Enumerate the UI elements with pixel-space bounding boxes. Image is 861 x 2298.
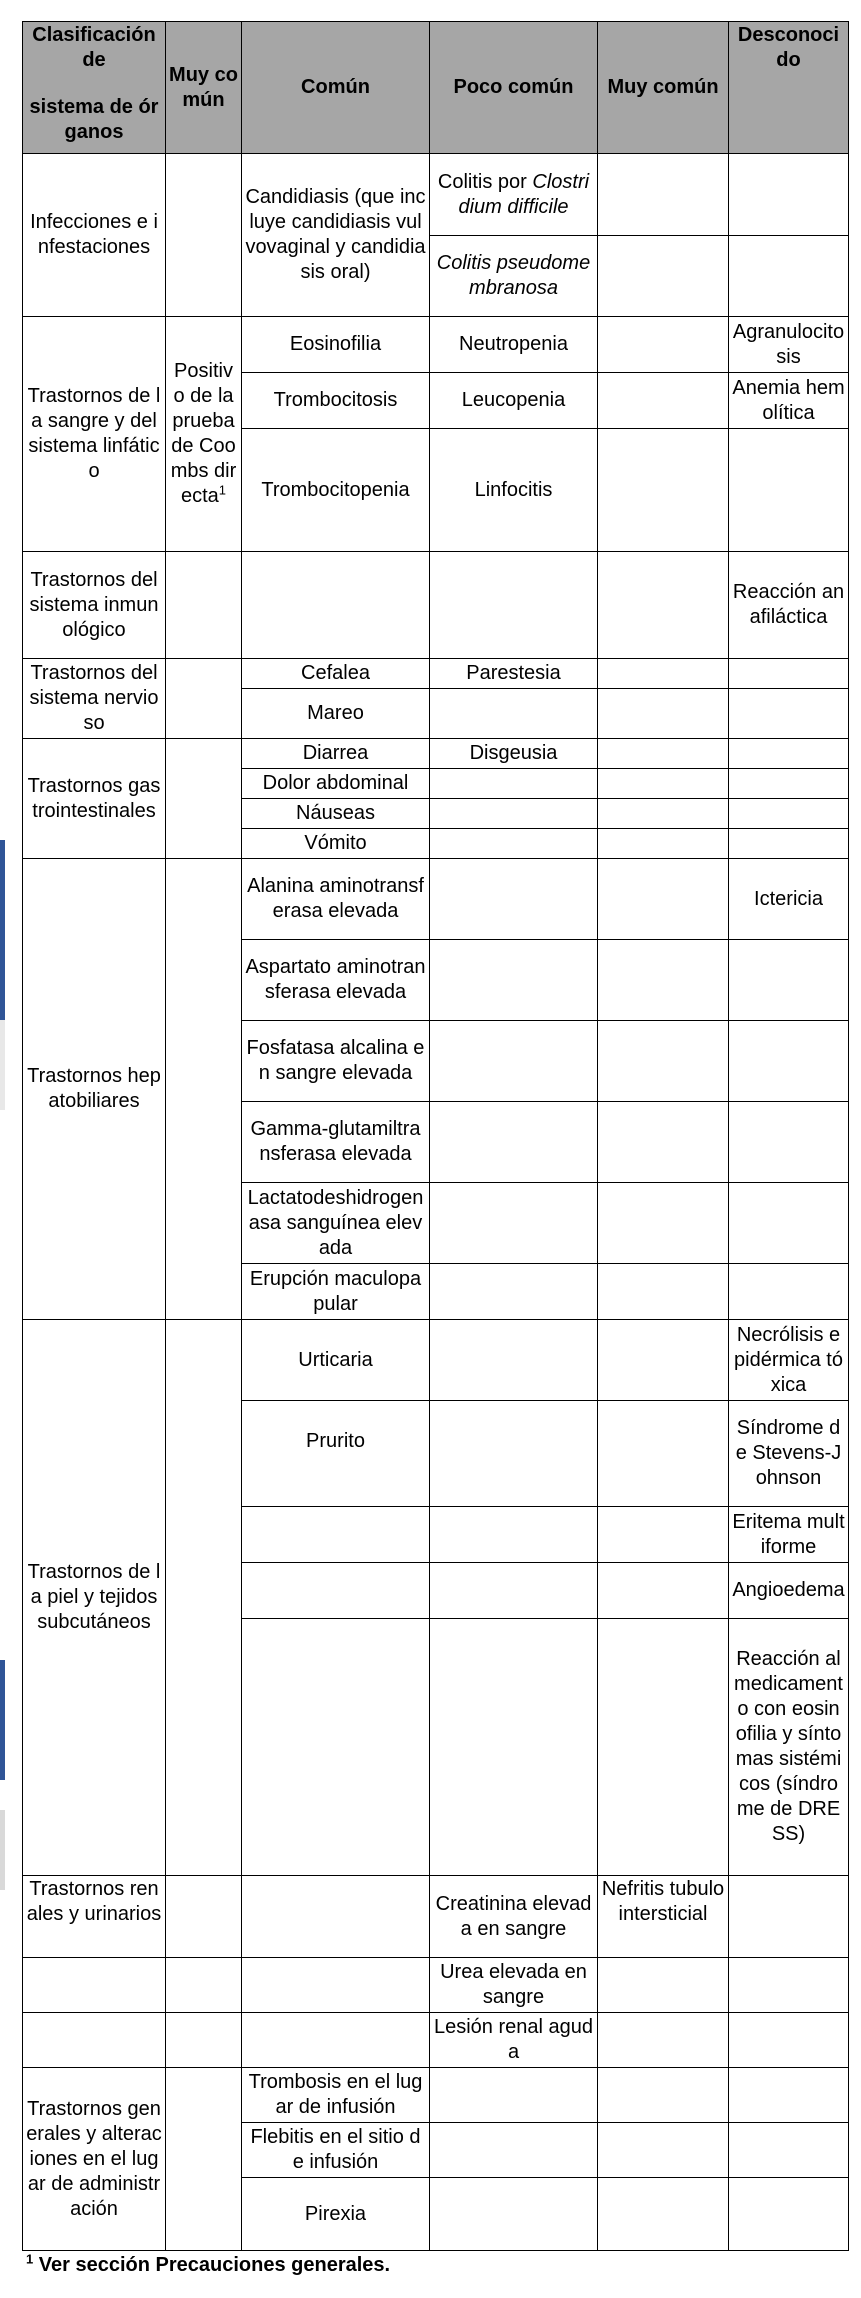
unknown-cell: Síndrome de Stevens-Johnson (729, 1401, 849, 1507)
uncommon-italic: Colitis pseudomembranosa (436, 252, 591, 299)
soc-cell: Trastornos gastrointestinales (23, 739, 166, 859)
empty-cell (598, 1102, 729, 1183)
common-cell: Erupción maculopapular (242, 1264, 430, 1320)
common-cell: Urticaria (242, 1320, 430, 1401)
empty-cell (242, 2013, 430, 2068)
uncommon-cell: Leucopenia (430, 373, 598, 429)
uncommon-cell: Parestesia (430, 659, 598, 689)
table-row (23, 2013, 849, 2068)
empty-cell (430, 829, 598, 859)
empty-cell (166, 659, 242, 739)
header-rare: Muy común (598, 22, 729, 154)
uncommon-cell (430, 236, 598, 317)
empty-cell (430, 1619, 598, 1876)
common-cell: Mareo (242, 689, 430, 739)
empty-cell (23, 1958, 166, 2013)
empty-cell (729, 689, 849, 739)
empty-cell (242, 552, 430, 659)
empty-cell (729, 769, 849, 799)
empty-cell (430, 1401, 598, 1507)
empty-cell (430, 859, 598, 940)
common-cell: Gamma-glutamiltransferasa elevada (242, 1102, 430, 1183)
uncommon-cell (430, 154, 598, 236)
empty-cell (729, 2068, 849, 2123)
common-cell: Diarrea (242, 739, 430, 769)
empty-cell (729, 739, 849, 769)
common-cell: Cefalea (242, 659, 430, 689)
empty-cell (166, 552, 242, 659)
table-row (23, 739, 849, 769)
empty-cell (598, 317, 729, 373)
empty-cell (430, 1320, 598, 1401)
header-common: Común (242, 22, 430, 154)
empty-cell (598, 2123, 729, 2178)
table-row (23, 317, 849, 373)
empty-cell (729, 236, 849, 317)
empty-cell (729, 659, 849, 689)
empty-cell (729, 829, 849, 859)
footnote-text: Ver sección Precauciones generales. (38, 2254, 391, 2276)
empty-cell (166, 2013, 242, 2068)
soc-cell: Trastornos de la piel y tejidos subcutáneos (23, 1320, 166, 1876)
empty-cell (242, 1507, 430, 1563)
unknown-cell: Ictericia (729, 859, 849, 940)
empty-cell (242, 1619, 430, 1876)
empty-cell (166, 859, 242, 1320)
common-cell: Flebitis en el sitio de infusión (242, 2123, 430, 2178)
empty-cell (729, 2013, 849, 2068)
empty-cell (598, 1401, 729, 1507)
empty-cell (598, 1183, 729, 1264)
soc-cell: Trastornos renales y urinarios (23, 1876, 166, 1958)
common-cell: Trombosis en el lugar de infusión (242, 2068, 430, 2123)
very-common-cell (166, 317, 242, 552)
empty-cell (598, 1320, 729, 1401)
soc-cell: Infecciones e infestaciones (23, 154, 166, 317)
empty-cell (729, 2178, 849, 2251)
common-cell: Vómito (242, 829, 430, 859)
empty-cell (430, 940, 598, 1021)
common-cell: Eosinofilia (242, 317, 430, 373)
common-cell: Prurito (242, 1401, 430, 1507)
rare-cell: Nefritis tubulointersticial (598, 1876, 729, 1958)
empty-cell (166, 2068, 242, 2251)
empty-cell (729, 1021, 849, 1102)
edge-fragment (0, 1020, 5, 1110)
table-row (23, 1320, 849, 1401)
table-row (23, 2068, 849, 2123)
footnote-marker: 1 (26, 2251, 34, 2267)
empty-cell (23, 2013, 166, 2068)
table-row (23, 859, 849, 940)
empty-cell (430, 552, 598, 659)
unknown-cell: Anemia hemolítica (729, 373, 849, 429)
empty-cell (729, 940, 849, 1021)
empty-cell (598, 2013, 729, 2068)
empty-cell (430, 1102, 598, 1183)
unknown-cell: Agranulocitosis (729, 317, 849, 373)
empty-cell (430, 2068, 598, 2123)
empty-cell (598, 2178, 729, 2251)
empty-cell (598, 659, 729, 689)
common-cell: Aspartato aminotransferasa elevada (242, 940, 430, 1021)
empty-cell (729, 799, 849, 829)
common-cell: Trombocitopenia (242, 429, 430, 552)
empty-cell (242, 1563, 430, 1619)
empty-cell (430, 1183, 598, 1264)
table-row (23, 552, 849, 659)
header-soc (23, 22, 166, 154)
empty-cell (729, 429, 849, 552)
soc-cell: Trastornos del sistema inmunológico (23, 552, 166, 659)
soc-cell: Trastornos generales y alteraciones en el lugar de administración (23, 2068, 166, 2251)
empty-cell (430, 799, 598, 829)
empty-cell (166, 1876, 242, 1958)
empty-cell (598, 799, 729, 829)
empty-cell (729, 1264, 849, 1320)
header-soc-part1: Clasificación de (32, 24, 156, 71)
empty-cell (430, 1507, 598, 1563)
uncommon-cell: Creatinina elevada en sangre (430, 1876, 598, 1958)
empty-cell (430, 1563, 598, 1619)
footnote-marker: 1 (218, 482, 227, 498)
edge-fragment (0, 1810, 5, 1890)
empty-cell (166, 154, 242, 317)
empty-cell (598, 1563, 729, 1619)
unknown-cell: Eritema multiforme (729, 1507, 849, 1563)
header-unknown: Desconocido (729, 22, 849, 154)
empty-cell (729, 154, 849, 236)
empty-cell (598, 739, 729, 769)
empty-cell (166, 1958, 242, 2013)
common-cell: Alanina aminotransferasa elevada (242, 859, 430, 940)
uncommon-cell: Linfocitis (430, 429, 598, 552)
soc-cell: Trastornos del sistema nervioso (23, 659, 166, 739)
empty-cell (166, 1320, 242, 1876)
empty-cell (598, 1021, 729, 1102)
empty-cell (430, 689, 598, 739)
table-row (23, 1876, 849, 1958)
unknown-cell: Angioedema (729, 1563, 849, 1619)
uncommon-cell: Urea elevada en sangre (430, 1958, 598, 2013)
unknown-cell: Necrólisis epidérmica tóxica (729, 1320, 849, 1401)
header-row (23, 22, 849, 154)
empty-cell (430, 1021, 598, 1102)
empty-cell (166, 739, 242, 859)
edge-fragment (0, 840, 5, 1020)
empty-cell (598, 940, 729, 1021)
empty-cell (430, 2178, 598, 2251)
unknown-cell: Reacción anafiláctica (729, 552, 849, 659)
empty-cell (598, 1619, 729, 1876)
empty-cell (598, 2068, 729, 2123)
common-cell: Pirexia (242, 2178, 430, 2251)
common-cell: Fosfatasa alcalina en sangre elevada (242, 1021, 430, 1102)
uncommon-cell: Disgeusia (430, 739, 598, 769)
footnote (26, 2251, 391, 2277)
empty-cell (598, 689, 729, 739)
uncommon-cell: Neutropenia (430, 317, 598, 373)
uncommon-cell: Lesión renal aguda (430, 2013, 598, 2068)
empty-cell (430, 2123, 598, 2178)
empty-cell (242, 1958, 430, 2013)
table-row (23, 659, 849, 689)
empty-cell (729, 1183, 849, 1264)
uncommon-text: Colitis por (437, 170, 527, 193)
empty-cell (242, 1876, 430, 1958)
common-cell: Lactatodeshidrogenasa sanguínea elevada (242, 1183, 430, 1264)
empty-cell (598, 373, 729, 429)
header-uncommon: Poco común (430, 22, 598, 154)
empty-cell (598, 552, 729, 659)
empty-cell (598, 1264, 729, 1320)
empty-cell (729, 2123, 849, 2178)
empty-cell (598, 829, 729, 859)
empty-cell (729, 1958, 849, 2013)
empty-cell (598, 1507, 729, 1563)
empty-cell (598, 429, 729, 552)
soc-cell: Trastornos de la sangre y del sistema linfático (23, 317, 166, 552)
edge-fragment (0, 1660, 5, 1780)
empty-cell (598, 859, 729, 940)
empty-cell (598, 1958, 729, 2013)
header-very-common: Muy común (166, 22, 242, 154)
common-cell: Dolor abdominal (242, 769, 430, 799)
empty-cell (729, 1876, 849, 1958)
uncommon-italic: Clostridium difficile (458, 170, 590, 218)
soc-cell: Trastornos hepatobiliares (23, 859, 166, 1320)
empty-cell (729, 1102, 849, 1183)
common-cell: Náuseas (242, 799, 430, 829)
unknown-cell: Reacción al medicamento con eosinofilia y síntomas sistémicos (síndrome de DRESS) (729, 1619, 849, 1876)
empty-cell (430, 769, 598, 799)
common-cell: Trombocitosis (242, 373, 430, 429)
table-row (23, 154, 849, 236)
table-row (23, 1958, 849, 2013)
empty-cell (598, 236, 729, 317)
empty-cell (598, 769, 729, 799)
empty-cell (430, 1264, 598, 1320)
common-cell: Candidiasis (que incluye candidiasis vulvovaginal y candidiasis oral) (242, 154, 430, 317)
adverse-reactions-table (22, 21, 849, 2251)
very-common-text: Positivo de la prueba de Coombs directa (170, 360, 237, 507)
header-soc-part2: sistema de órganos (29, 96, 159, 143)
empty-cell (598, 154, 729, 236)
